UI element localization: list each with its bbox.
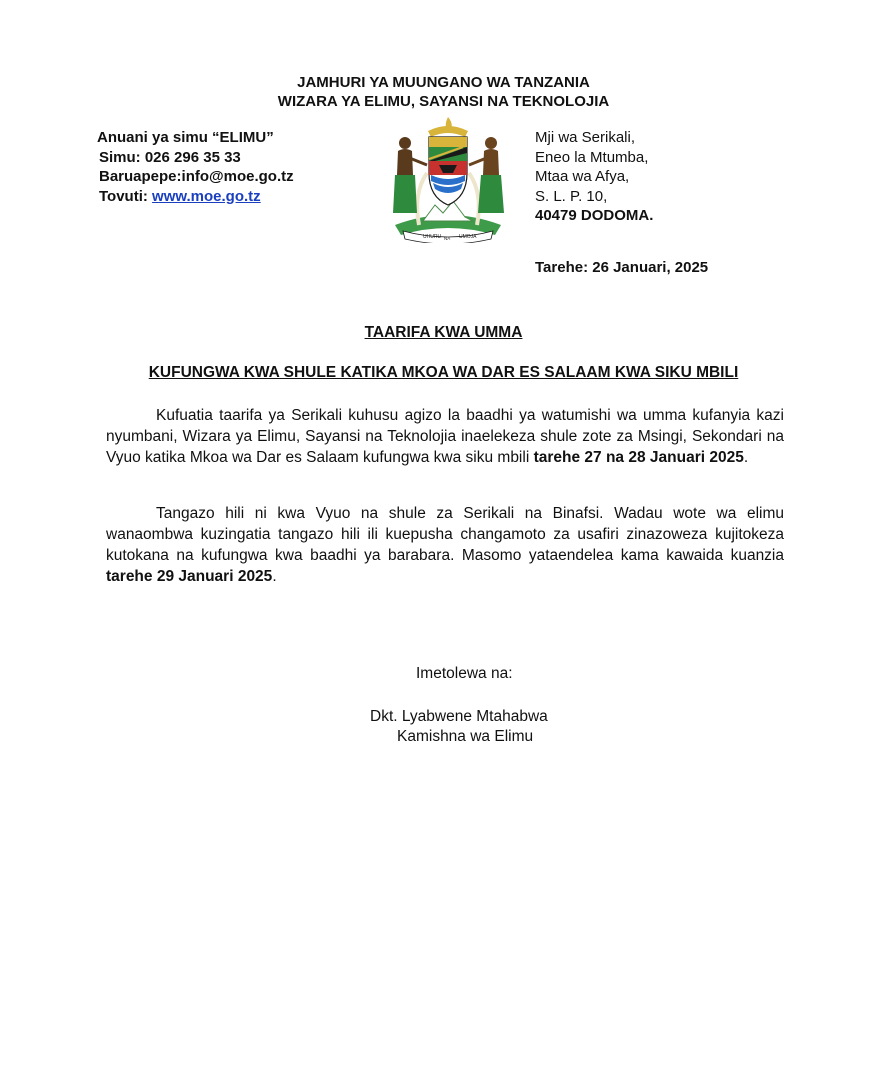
phone-number: Simu: 026 296 35 33 xyxy=(99,148,241,166)
postal-address-block xyxy=(535,128,653,226)
paragraph-2-text: Tangazo hili ni kwa Vyuo na shule za Serikali na Binafsi. Wadau wote wa elimu wanaombwa kuzingatia tangazo hili ili kuepusha changamoto za usafiri zinazoweza kujitokeza kutokana na kufungwa kwa baadhi ya barabara. Masomo yataendelea kama kawaida kuanzia xyxy=(106,505,784,564)
paragraph-1-text: Kufuatia taarifa ya Serikali kuhusu agizo la baadhi ya watumishi wa umma kufanyia kazi nyumbani, Wizara ya Elimu, Sayansi na Teknolojia inaelekeza shule zote za Msingi, Sekondari na Vyuo katika Mkoa wa Dar es Salaam kufungwa kwa siku mbili xyxy=(106,407,784,466)
motto-text-left: UHURU xyxy=(423,234,442,240)
coat-of-arms-emblem xyxy=(383,113,513,243)
ministry-title: WIZARA YA ELIMU, SAYANSI NA TEKNOLOJIA xyxy=(277,93,610,110)
issued-by-label: Imetolewa na: xyxy=(416,665,513,682)
contact-block xyxy=(97,128,294,206)
signatory-title: Kamishna wa Elimu xyxy=(397,728,534,745)
email-address: Baruapepe:info@moe.go.tz xyxy=(99,168,294,185)
paragraph-1-bold-dates: tarehe 27 na 28 Januari 2025 xyxy=(533,449,744,466)
paragraph-1-end: . xyxy=(743,449,749,466)
notice-subject: KUFUNGWA KWA SHULE KATIKA MKOA WA DAR ES SALAAM KWA SIKU MBILI xyxy=(148,364,739,381)
address-line-2: Eneo la Mtumba, xyxy=(535,148,649,166)
address-line-3: Mtaa wa Afya, xyxy=(535,168,630,185)
republic-title: JAMHURI YA MUUNGANO WA TANZANIA xyxy=(297,74,590,91)
body-paragraph-1 xyxy=(106,405,784,468)
motto-text-right: UMOJA xyxy=(459,234,477,240)
motto-text-mid: NA xyxy=(444,236,451,241)
website-line xyxy=(97,187,294,207)
website-label: Tovuti: xyxy=(99,187,153,205)
address-line-4: S. L. P. 10, xyxy=(535,187,608,205)
telegram-address: Anuani ya simu “ELIMU” xyxy=(97,129,274,146)
address-line-1: Mji wa Serikali, xyxy=(535,129,636,146)
paragraph-2-bold-date: tarehe 29 Januari 2025 xyxy=(106,568,273,585)
address-line-5: 40479 DODOMA. xyxy=(535,207,654,224)
document-date: Tarehe: 26 Januari, 2025 xyxy=(535,259,709,276)
notice-title: TAARIFA KWA UMMA xyxy=(364,324,523,341)
paragraph-2-end: . xyxy=(272,568,277,585)
signatory-name: Dkt. Lyabwene Mtahabwa xyxy=(370,708,548,725)
website-link[interactable]: www.moe.go.tz xyxy=(152,187,261,205)
body-paragraph-2 xyxy=(106,503,784,587)
